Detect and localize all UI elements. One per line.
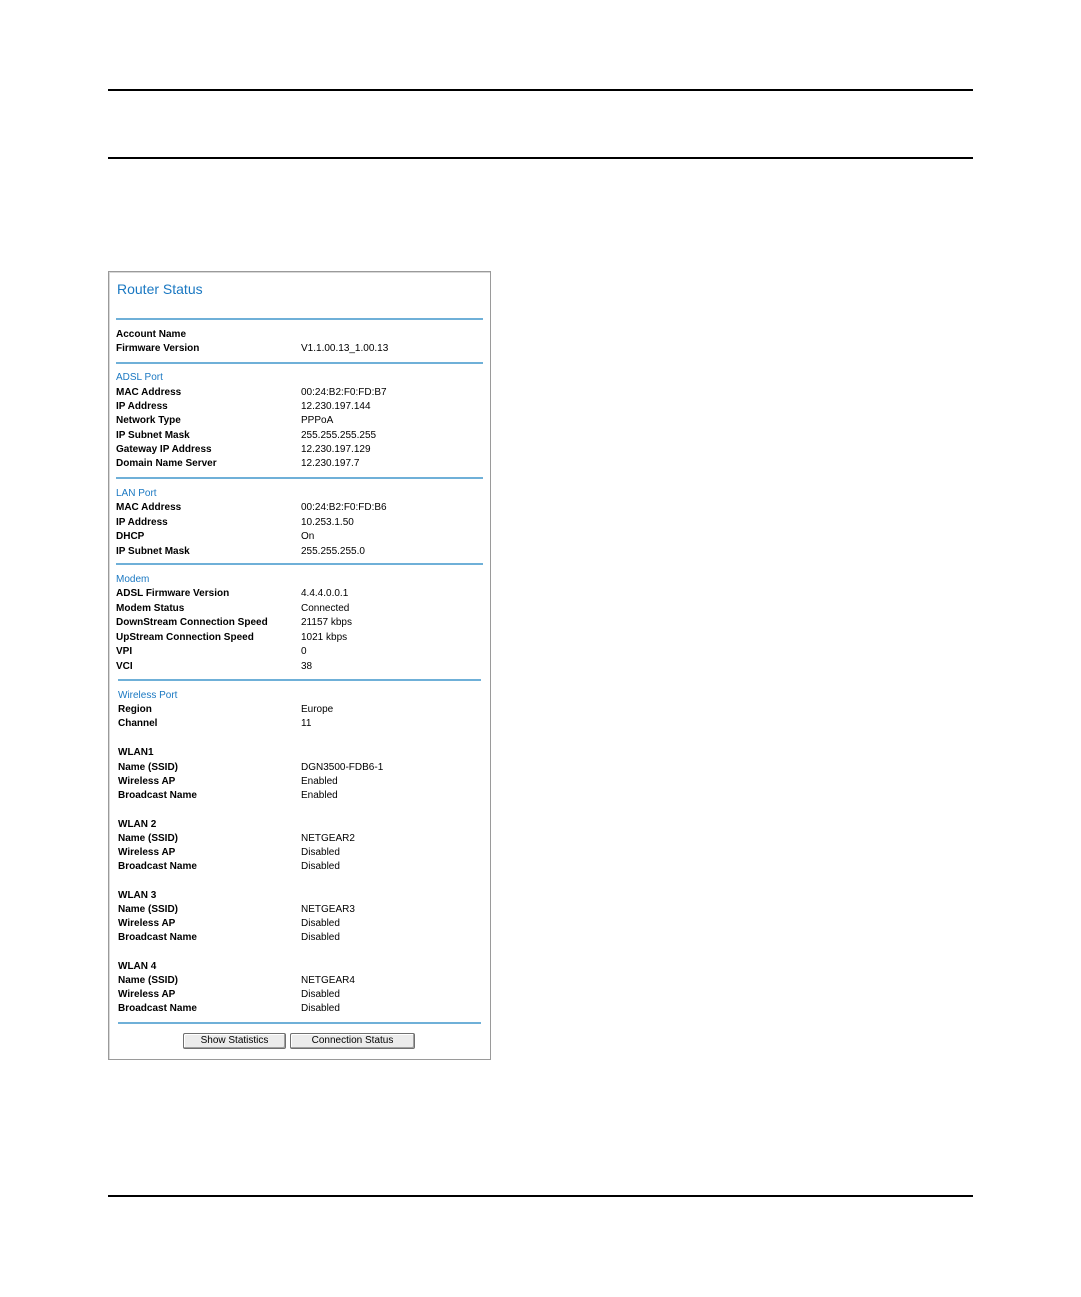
channel-value: 11	[301, 718, 312, 729]
wlan4-ssid-value: NETGEAR4	[301, 975, 355, 986]
modem-firmware-label: ADSL Firmware Version	[116, 588, 230, 599]
lan-port-heading: LAN Port	[116, 488, 157, 499]
region-value: Europe	[301, 704, 334, 715]
wlan2-heading: WLAN 2	[118, 819, 157, 830]
downstream-speed-label: DownStream Connection Speed	[116, 617, 268, 628]
connection-status-button[interactable]: Connection Status	[290, 1033, 415, 1049]
wlan4-heading: WLAN 4	[118, 961, 157, 972]
vci-label: VCI	[116, 661, 133, 672]
lan-subnet-label: IP Subnet Mask	[116, 546, 190, 557]
header-rule-bottom	[108, 157, 973, 159]
lan-ip-label: IP Address	[116, 517, 168, 528]
adsl-ip-value: 12.230.197.144	[301, 401, 371, 412]
wlan3-broadcast-value: Disabled	[301, 932, 340, 943]
adsl-mac-label: MAC Address	[116, 387, 182, 398]
lan-ip-value: 10.253.1.50	[301, 517, 354, 528]
wlan4-broadcast-label: Broadcast Name	[118, 1003, 197, 1014]
wlan2-ap-value: Disabled	[301, 847, 340, 858]
account-name-label: Account Name	[116, 329, 187, 340]
wlan2-broadcast-label: Broadcast Name	[118, 861, 197, 872]
modem-firmware-value: 4.4.4.0.0.1	[301, 588, 349, 599]
separator	[116, 362, 483, 364]
router-status-panel	[108, 271, 491, 1060]
separator	[116, 477, 483, 479]
wlan1-ssid-label: Name (SSID)	[118, 762, 179, 773]
modem-status-value: Connected	[301, 603, 350, 614]
wlan3-ap-value: Disabled	[301, 918, 340, 929]
downstream-speed-value: 21157 kbps	[301, 617, 352, 628]
separator	[118, 679, 481, 681]
wlan2-ssid-value: NETGEAR2	[301, 833, 355, 844]
lan-mac-label: MAC Address	[116, 502, 182, 513]
wlan1-ap-value: Enabled	[301, 776, 338, 787]
adsl-subnet-value: 255.255.255.255	[301, 430, 377, 441]
adsl-gateway-value: 12.230.197.129	[301, 444, 371, 455]
vpi-label: VPI	[116, 646, 133, 657]
panel-title: Router Status	[117, 281, 203, 297]
wlan2-ssid-label: Name (SSID)	[118, 833, 179, 844]
wlan4-ssid-label: Name (SSID)	[118, 975, 179, 986]
adsl-gateway-label: Gateway IP Address	[116, 444, 212, 455]
separator	[116, 318, 483, 320]
vpi-value: 0	[301, 646, 307, 657]
adsl-dns-value: 12.230.197.7	[301, 458, 360, 469]
adsl-port-heading: ADSL Port	[116, 372, 163, 383]
firmware-version-value: V1.1.00.13_1.00.13	[301, 343, 389, 354]
firmware-version-label: Firmware Version	[116, 343, 200, 354]
wlan3-ssid-label: Name (SSID)	[118, 904, 179, 915]
wlan4-ap-label: Wireless AP	[118, 989, 176, 1000]
modem-heading: Modem	[116, 574, 150, 585]
wlan1-broadcast-label: Broadcast Name	[118, 790, 197, 801]
wlan1-ap-label: Wireless AP	[118, 776, 176, 787]
wlan4-ap-value: Disabled	[301, 989, 340, 1000]
wlan2-ap-label: Wireless AP	[118, 847, 176, 858]
adsl-mac-value: 00:24:B2:F0:FD:B7	[301, 387, 387, 398]
wlan4-broadcast-value: Disabled	[301, 1003, 340, 1014]
show-statistics-button[interactable]: Show Statistics	[183, 1033, 286, 1049]
wlan3-heading: WLAN 3	[118, 890, 157, 901]
upstream-speed-value: 1021 kbps	[301, 632, 348, 643]
wireless-port-heading: Wireless Port	[118, 690, 178, 701]
adsl-dns-label: Domain Name Server	[116, 458, 217, 469]
adsl-subnet-label: IP Subnet Mask	[116, 430, 190, 441]
wlan1-heading: WLAN1	[118, 747, 154, 758]
wlan1-broadcast-value: Enabled	[301, 790, 338, 801]
lan-dhcp-value: On	[301, 531, 315, 542]
wlan1-ssid-value: DGN3500-FDB6-1	[301, 762, 384, 773]
wlan2-broadcast-value: Disabled	[301, 861, 340, 872]
vci-value: 38	[301, 661, 313, 672]
lan-mac-value: 00:24:B2:F0:FD:B6	[301, 502, 387, 513]
wlan3-ap-label: Wireless AP	[118, 918, 176, 929]
separator	[118, 1022, 481, 1024]
footer-rule	[108, 1195, 973, 1197]
wlan3-broadcast-label: Broadcast Name	[118, 932, 197, 943]
modem-status-label: Modem Status	[116, 603, 185, 614]
adsl-network-type-value: PPPoA	[301, 415, 334, 426]
lan-subnet-value: 255.255.255.0	[301, 546, 365, 557]
channel-label: Channel	[118, 718, 158, 729]
region-label: Region	[118, 704, 152, 715]
separator	[116, 563, 483, 565]
adsl-ip-label: IP Address	[116, 401, 168, 412]
adsl-network-type-label: Network Type	[116, 415, 181, 426]
header-rule-top	[108, 89, 973, 91]
wlan3-ssid-value: NETGEAR3	[301, 904, 355, 915]
lan-dhcp-label: DHCP	[116, 531, 145, 542]
upstream-speed-label: UpStream Connection Speed	[116, 632, 254, 643]
